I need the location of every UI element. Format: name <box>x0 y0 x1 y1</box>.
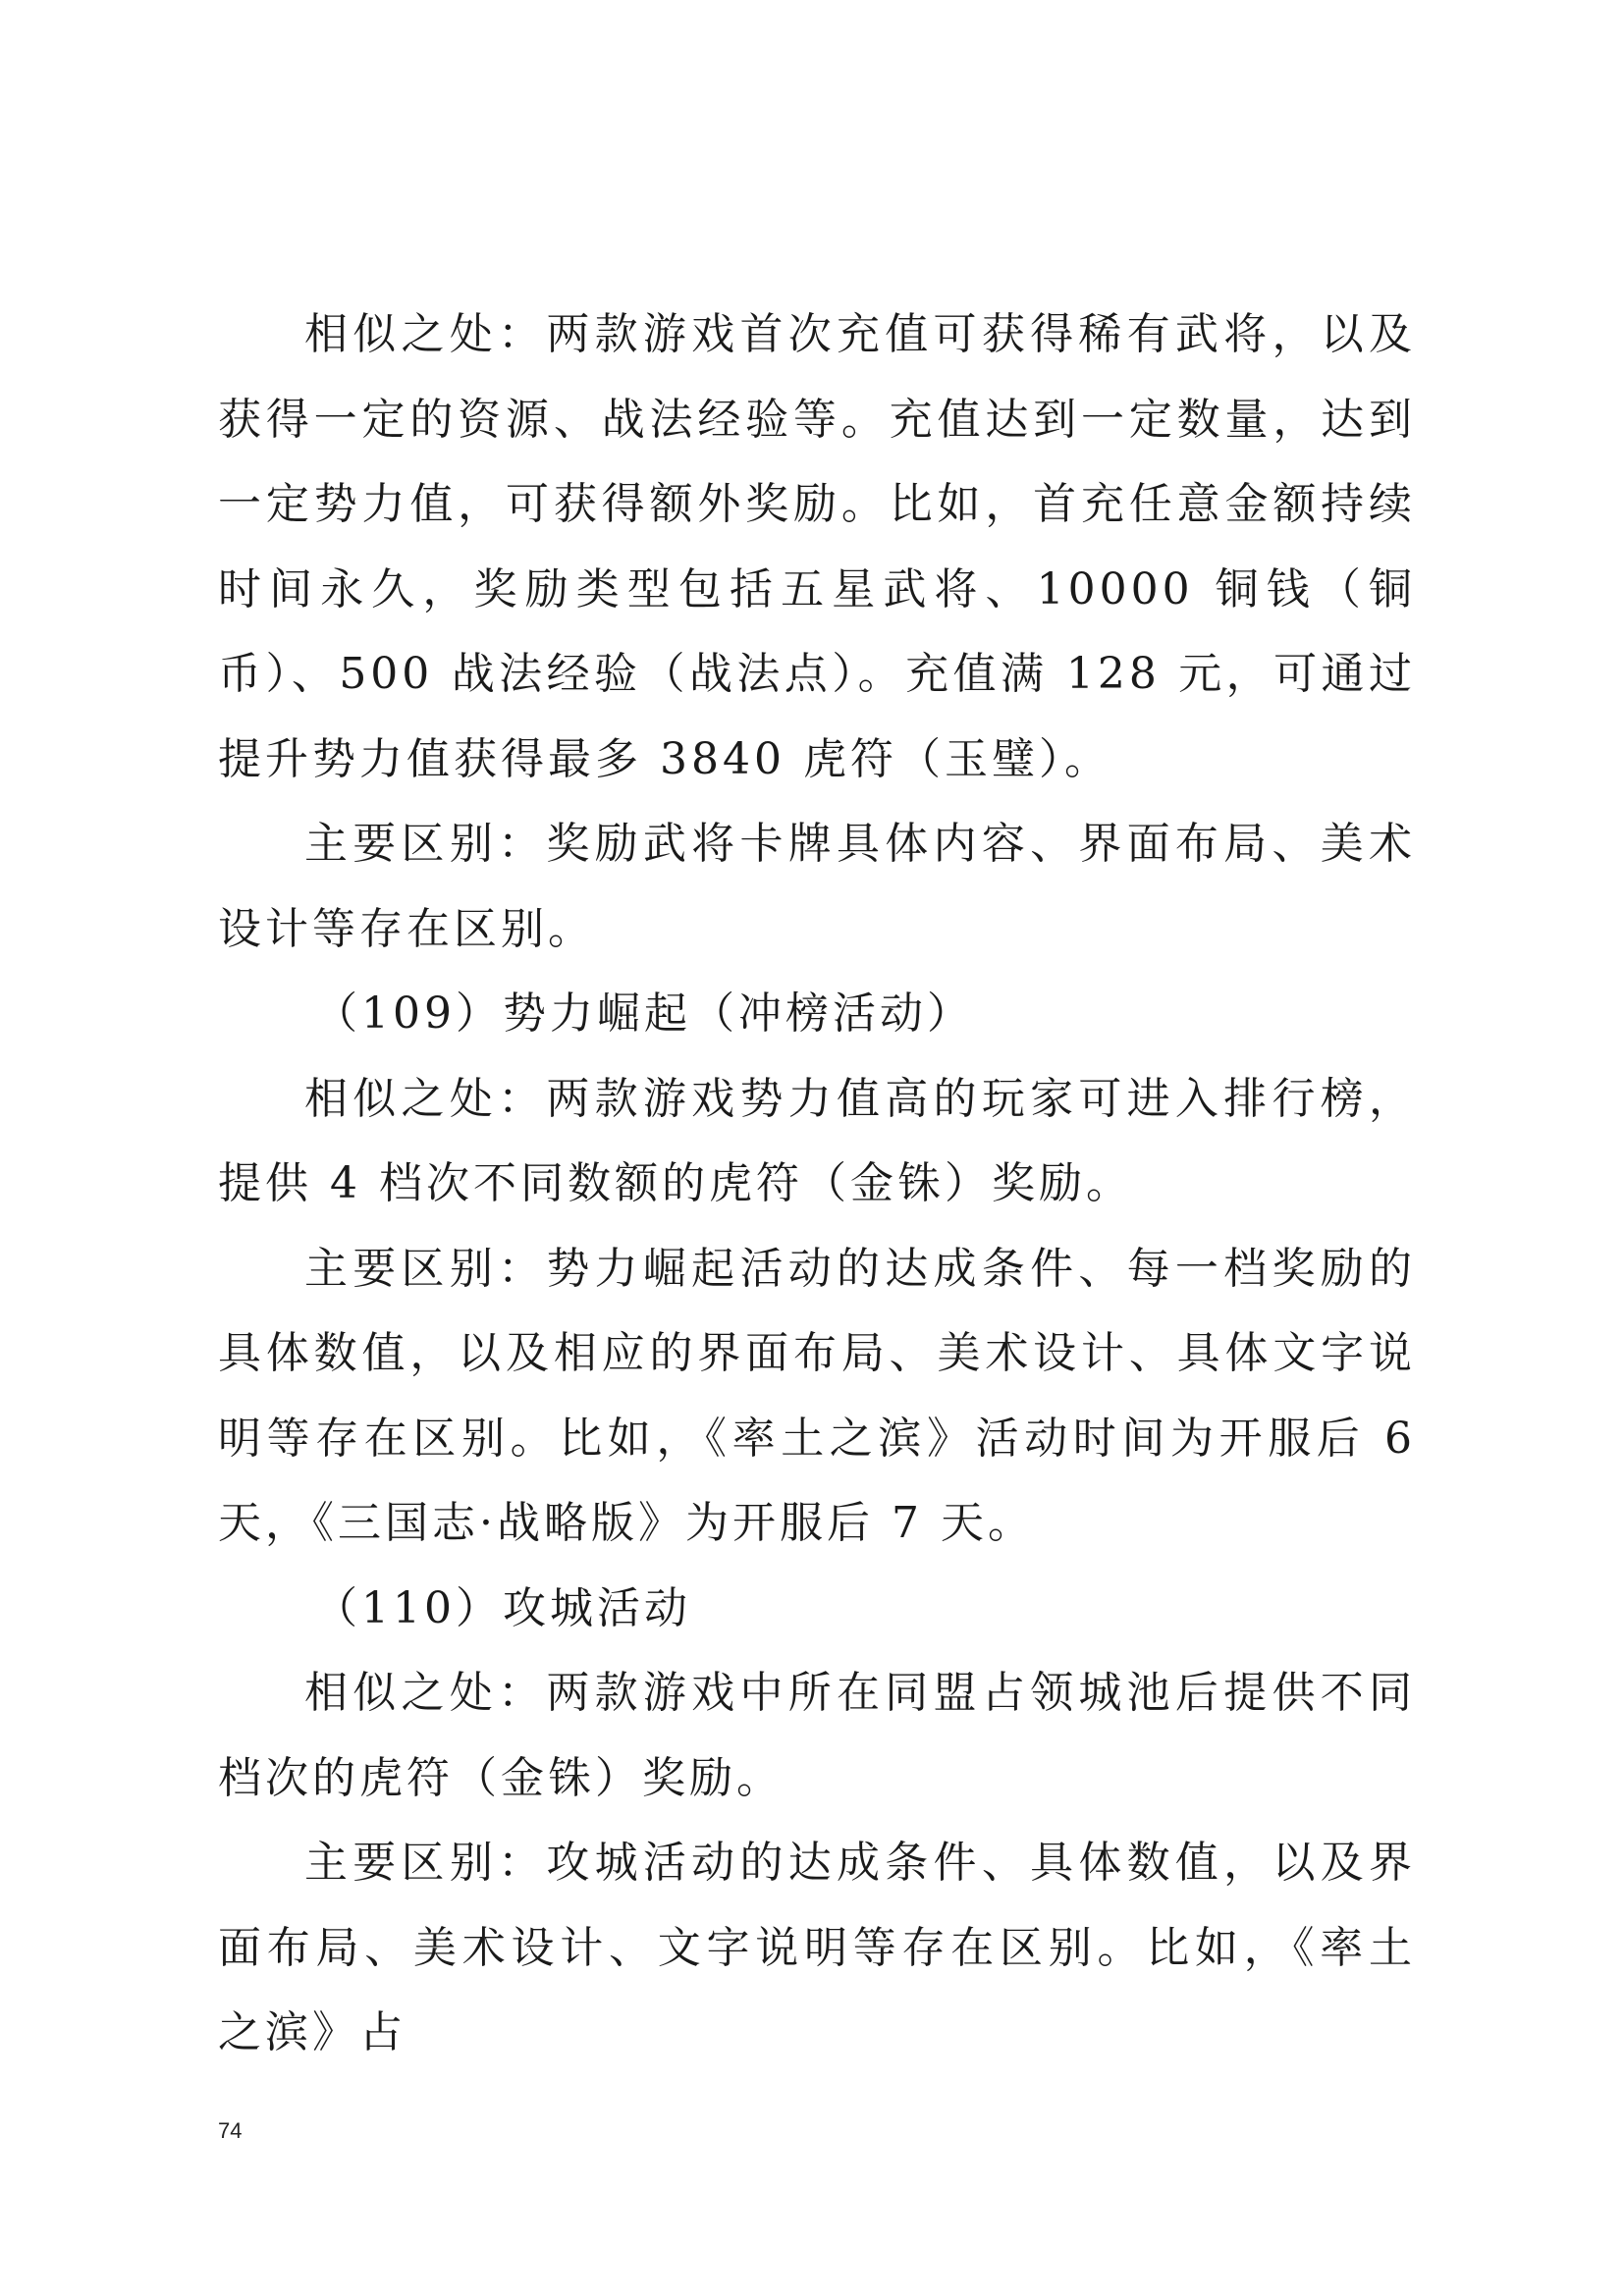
paragraph-similarity-first-recharge: 相似之处：两款游戏首次充值可获得稀有武将，以及获得一定的资源、战法经验等。充值达到一定数量，达到一定势力值，可获得额外奖励。比如，首充任意金额持续时间永久，奖励类型包括五星武将、10000 铜钱（铜币）、500 战法经验（战法点）。充值满 128 元，可通过提升势力值获得最多 3840 虎符（玉璧）。 <box>218 309 1417 784</box>
paragraph-difference-first-recharge: 主要区别：奖励武将卡牌具体内容、界面布局、美术设计等存在区别。 <box>218 819 1416 954</box>
section-heading-109: （109）势力崛起（冲榜活动） <box>314 988 974 1039</box>
section-heading-110: （110）攻城活动 <box>314 1582 691 1633</box>
paragraph-similarity-ranking: 相似之处：两款游戏势力值高的玩家可进入排行榜，提供 4 档次不同数额的虎符（金铢）奖励。 <box>218 1073 1416 1208</box>
page-number: 74 <box>218 2118 243 2143</box>
document-body <box>218 293 1416 2076</box>
paragraph-difference-ranking: 主要区别：势力崛起活动的达成条件、每一档奖励的具体数值，以及相应的界面布局、美术设计、具体文字说明等存在区别。比如，《率土之滨》活动时间为开服后 6 天，《三国志·战略版》为开服后 7 天。 <box>218 1243 1416 1548</box>
paragraph-similarity-siege: 相似之处：两款游戏中所在同盟占领城池后提供不同档次的虎符（金铢）奖励。 <box>218 1668 1416 1803</box>
paragraph-difference-siege: 主要区别：攻城活动的达成条件、具体数值，以及界面布局、美术设计、文字说明等存在区别。比如，《率土之滨》占 <box>218 1838 1416 2057</box>
